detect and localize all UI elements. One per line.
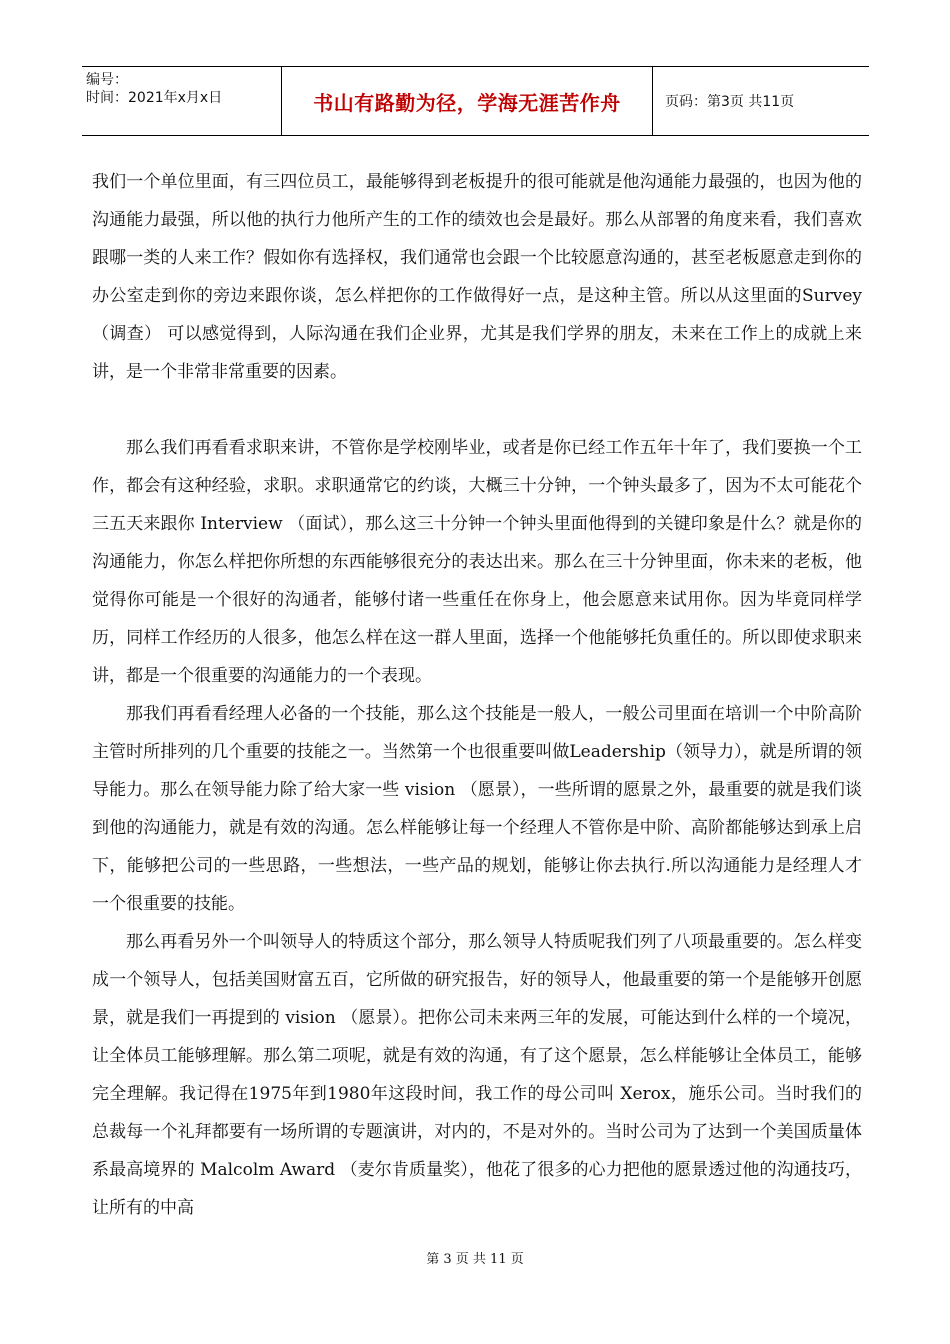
paragraph: 那么再看另外一个叫领导人的特质这个部分，那么领导人特质呢我们列了八项最重要的。怎么样变成一个领导人，包括美国财富五百，它所做的研究报告，好的领导人，他最重要的第一个是能够开创愿景，就是我们一再提到的 vision （愿景）。把你公司未来两三年的发展，可能达到什么样的一个境况，让全体员工能够理解。那么第二项呢，就是有效的沟通，有了这个愿景，怎么样能够让全体员工，能够完全理解。我记得在1975年到1980年这段时间，我工作的母公司叫 Xerox，施乐公司。当时我们的总裁每一个礼拜都要有一场所谓的专题演讲，对内的，不是对外的。当时公司为了达到一个美国质量体系最高境界的 Malcolm Award （麦尔肯质量奖），他花了很多的心力把他的愿景透过他的沟通技巧，让所有的中高	[92, 932, 862, 1218]
paragraph: 那么我们再看看求职来讲，不管你是学校刚毕业，或者是你已经工作五年十年了，我们要换一个工作，都会有这种经验，求职。求职通常它的约谈，大概三十分钟，一个钟头最多了，因为不太可能花个三五天来跟你 Interview （面试），那么这三十分钟一个钟头里面他得到的关键印象是什么？就是你的沟通能力，你怎么样把你所想的东西能够很充分的表达出来。那么在三十分钟里面，你未来的老板，他觉得你可能是一个很好的沟通者，能够付诸一些重任在你身上，他会愿意来试用你。因为毕竟同样学历，同样工作经历的人很多，他怎么样在这一群人里面，选择一个他能够托负重任的。所以即使求职来讲，都是一个很重要的沟通能力的一个表现。	[92, 438, 862, 686]
document-date: 时间：2021年x月x日	[86, 90, 223, 106]
document-number-label: 编号：	[86, 72, 128, 88]
document-body	[92, 163, 862, 1227]
page-header	[82, 66, 869, 136]
paragraph: 那我们再看看经理人必备的一个技能，那么这个技能是一般人，一般公司里面在培训一个中阶高阶主管时所排列的几个重要的技能之一。当然第一个也很重要叫做Leadership（领导力），就是所谓的领导能力。那么在领导能力除了给大家一些 vision （愿景），一些所谓的愿景之外，最重要的就是我们谈到他的沟通能力，就是有效的沟通。怎么样能够让每一个经理人不管你是中阶、高阶都能够达到承上启下，能够把公司的一些思路，一些想法，一些产品的规划，能够让你去执行.所以沟通能力是经理人才一个很重要的技能。	[92, 704, 862, 914]
header-page-code: 页码：第3页 共11页	[665, 94, 795, 110]
paragraph-gap	[92, 391, 862, 429]
paragraph: 我们一个单位里面，有三四位员工，最能够得到老板提升的很可能就是他沟通能力最强的，也因为他的沟通能力最强，所以他的执行力他所产生的工作的绩效也会是最好。那么从部署的角度来看，我们喜欢跟哪一类的人来工作？假如你有选择权，我们通常也会跟一个比较愿意沟通的，甚至老板愿意走到你的办公室走到你的旁边来跟你谈，怎么样把你的工作做得好一点，是这种主管。所以从这里面的Survey （调查） 可以感觉得到，人际沟通在我们企业界，尤其是我们学界的朋友，未来在工作上的成就上来讲，是一个非常非常重要的因素。	[92, 172, 862, 382]
header-meta	[82, 67, 282, 135]
page-footer: 第 3 页 共 11 页	[426, 1252, 524, 1267]
header-motto: 书山有路勤为径，学海无涯苦作舟	[282, 67, 653, 135]
